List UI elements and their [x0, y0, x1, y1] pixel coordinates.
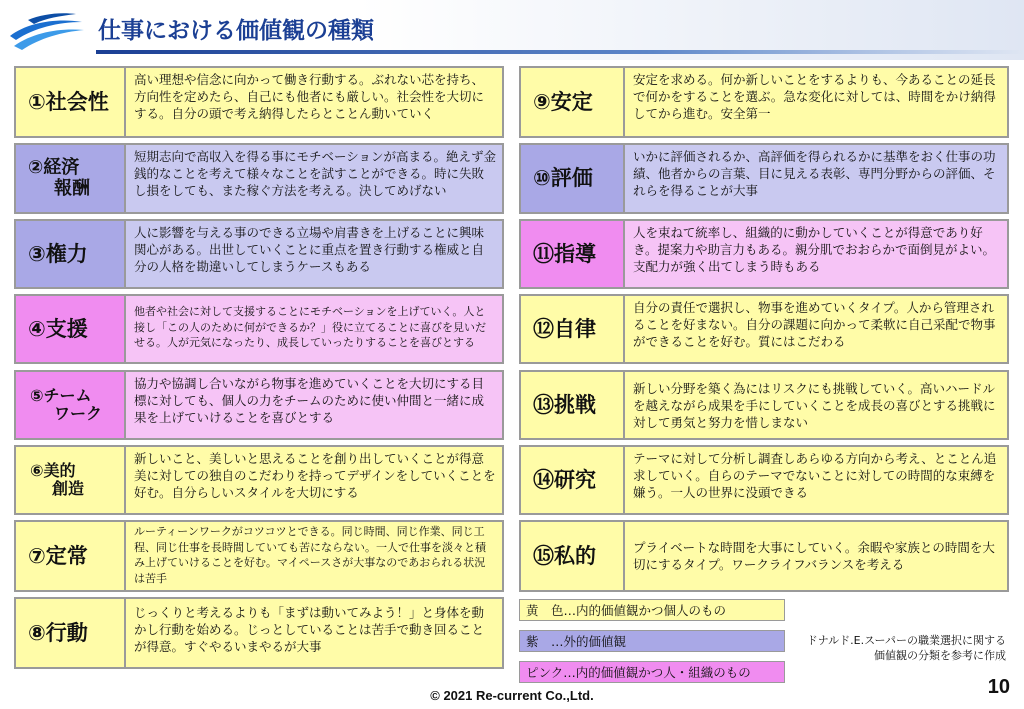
- value-label: ⑨安定: [521, 68, 625, 136]
- value-description: 安定を求める。何か新しいことをするよりも、今あることの延長で何かをすることを選ぶ。急な変化に対しては、時間をかけ納得してから進む。安全第一: [633, 72, 996, 121]
- value-label: ④支援: [16, 296, 126, 362]
- value-label: ⑭研究: [521, 447, 625, 513]
- value-card-aesthetic: [14, 445, 504, 515]
- value-description: 新しいこと、美しいと思えることを創り出していくことが得意美に対しての独自のこだわりを持ってデザインをしていくことを好む。自分らしいスタイルを大切にする: [134, 451, 496, 500]
- value-description: じっくりと考えるよりも「まずは動いてみよう！」と身体を動かし行動を始める。じっとしていることは苦手で動き回ることが得意。すぐやるいまやるが大事: [134, 605, 485, 654]
- source-note-line: ドナルド.E.スーパーの職業選択に関する: [806, 634, 1006, 647]
- value-card-teamwork: [14, 370, 504, 440]
- value-description: 他者や社会に対して支援することにモチベーションを上げていく。人と接し「この人のために何ができるか？」役に立てることに喜びを見いだせる。人が元気になったり、成長していったりすることを喜びとする: [134, 305, 486, 349]
- value-card-challenge: [519, 370, 1009, 440]
- value-description: 新しい分野を築く為にはリスクにも挑戦していく。高いハードルを越えながら成果を手にしていくことを成長の喜びとする挑戦に対して勇気と努力を惜しまない: [633, 381, 996, 430]
- value-card-evaluation: [519, 143, 1009, 214]
- company-logo-icon: [6, 10, 86, 54]
- value-card-stability: [519, 66, 1009, 138]
- value-label-line: ⑥美的: [30, 460, 76, 480]
- value-label: ③権力: [16, 221, 126, 287]
- slide-header: [0, 0, 1024, 60]
- page-title: 仕事における価値観の種類: [98, 18, 374, 44]
- value-card-routine: [14, 520, 504, 592]
- legend-purple: 紫 …外的価値観: [519, 630, 785, 652]
- value-label-line: ⑤チーム: [30, 385, 92, 405]
- legend-yellow: 黄 色…内的価値観かつ個人のもの: [519, 599, 785, 621]
- source-note-line: 価値観の分類を参考に作成: [874, 649, 1006, 662]
- value-card-social: [14, 66, 504, 138]
- value-card-leadership: [519, 219, 1009, 289]
- value-label: ①社会性: [16, 68, 126, 136]
- value-label-line: 報酬: [54, 177, 90, 199]
- value-label: [16, 372, 126, 438]
- value-card-support: [14, 294, 504, 364]
- value-description: テーマに対して分析し調査しあらゆる方向から考え、とことん追求していく。自らのテーマでないことに対しての時間的な束縛を嫌う。一人の世界に没頭できる: [633, 451, 997, 500]
- value-label-line: 創造: [52, 479, 85, 498]
- value-label: ⑪指導: [521, 221, 625, 287]
- value-label: [16, 145, 126, 212]
- value-label-line: ②経済: [28, 156, 80, 178]
- value-description: 自分の責任で選択し、物事を進めていくタイプ。人から管理されることを好まない。自分の課題に向かって柔軟に自己采配で物事ができることを好む。質にはこだわる: [633, 300, 996, 349]
- value-card-economic: [14, 143, 504, 214]
- value-description: 高い理想や信念に向かって働き行動する。ぶれない芯を持ち、方向性を定めたら、自己にも他者にも厳しい。社会性を大切にする。自分の頭で考え納得したらとことん動いていく: [134, 72, 485, 121]
- value-label: ⑦定常: [16, 522, 126, 590]
- value-label: [16, 447, 126, 513]
- value-label: ⑮私的: [521, 522, 625, 590]
- page-number: 10: [987, 676, 1010, 698]
- value-description: ルーティーンワークがコツコツとできる。同じ時間、同じ作業、同じ工程、同じ仕事を長時間していても苦にならない。一人で仕事を淡々と積み上げていけることを好む。マイペースさが大事なのであおられる状況は苦手: [134, 525, 486, 585]
- value-card-private: [519, 520, 1009, 592]
- legend-pink: ピンク…内的価値観かつ人・組織のもの: [519, 661, 785, 683]
- value-description: 人を束ねて統率し、組織的に動かしていくことが得意であり好き。提案力や助言力もある。親分肌でおおらかで面倒見がよい。支配力が強く出てしまう時もある: [633, 225, 996, 274]
- value-label: ⑩評価: [521, 145, 625, 212]
- value-card-research: [519, 445, 1009, 515]
- value-card-action: [14, 597, 504, 669]
- value-card-power: [14, 219, 504, 289]
- value-description: いかに評価されるか、高評価を得られるかに基準をおく仕事の功績、他者からの言葉、目に見える表彰、専門分野からの評価、それらを得ることが大事: [633, 149, 996, 198]
- value-label-line: ワーク: [54, 404, 103, 423]
- value-description: 協力や協調し合いながら物事を進めていくことを大切にする目標に対しても、個人の力をチームのために使い仲間と一緒に成果を上げていけることを喜びとする: [134, 376, 485, 425]
- value-description: 短期志向で高収入を得る事にモチベーションが高まる。絶えず金銭的なことを考えて様々なことを試すことができる。時に失敗し損をしても、また稼ぐ方法を考える。決してめげない: [134, 149, 497, 198]
- value-label: ⑧行動: [16, 599, 126, 667]
- value-card-autonomy: [519, 294, 1009, 364]
- value-description: プライベートな時間を大事にしていく。余暇や家族との時間を大切にするタイプ。ワークライフバランスを考える: [633, 540, 995, 572]
- value-description: 人に影響を与える事のできる立場や肩書きを上げることに興味関心がある。出世していくことに重点を置き行動する権威と自分の人格を勘違いしてしまうケースもある: [134, 225, 485, 274]
- value-label: ⑬挑戦: [521, 372, 625, 438]
- value-label: ⑫自律: [521, 296, 625, 362]
- copyright-footer: © 2021 Re-current Co.,Ltd.: [430, 688, 594, 703]
- header-rule: [96, 50, 1024, 54]
- source-note: [807, 633, 1006, 663]
